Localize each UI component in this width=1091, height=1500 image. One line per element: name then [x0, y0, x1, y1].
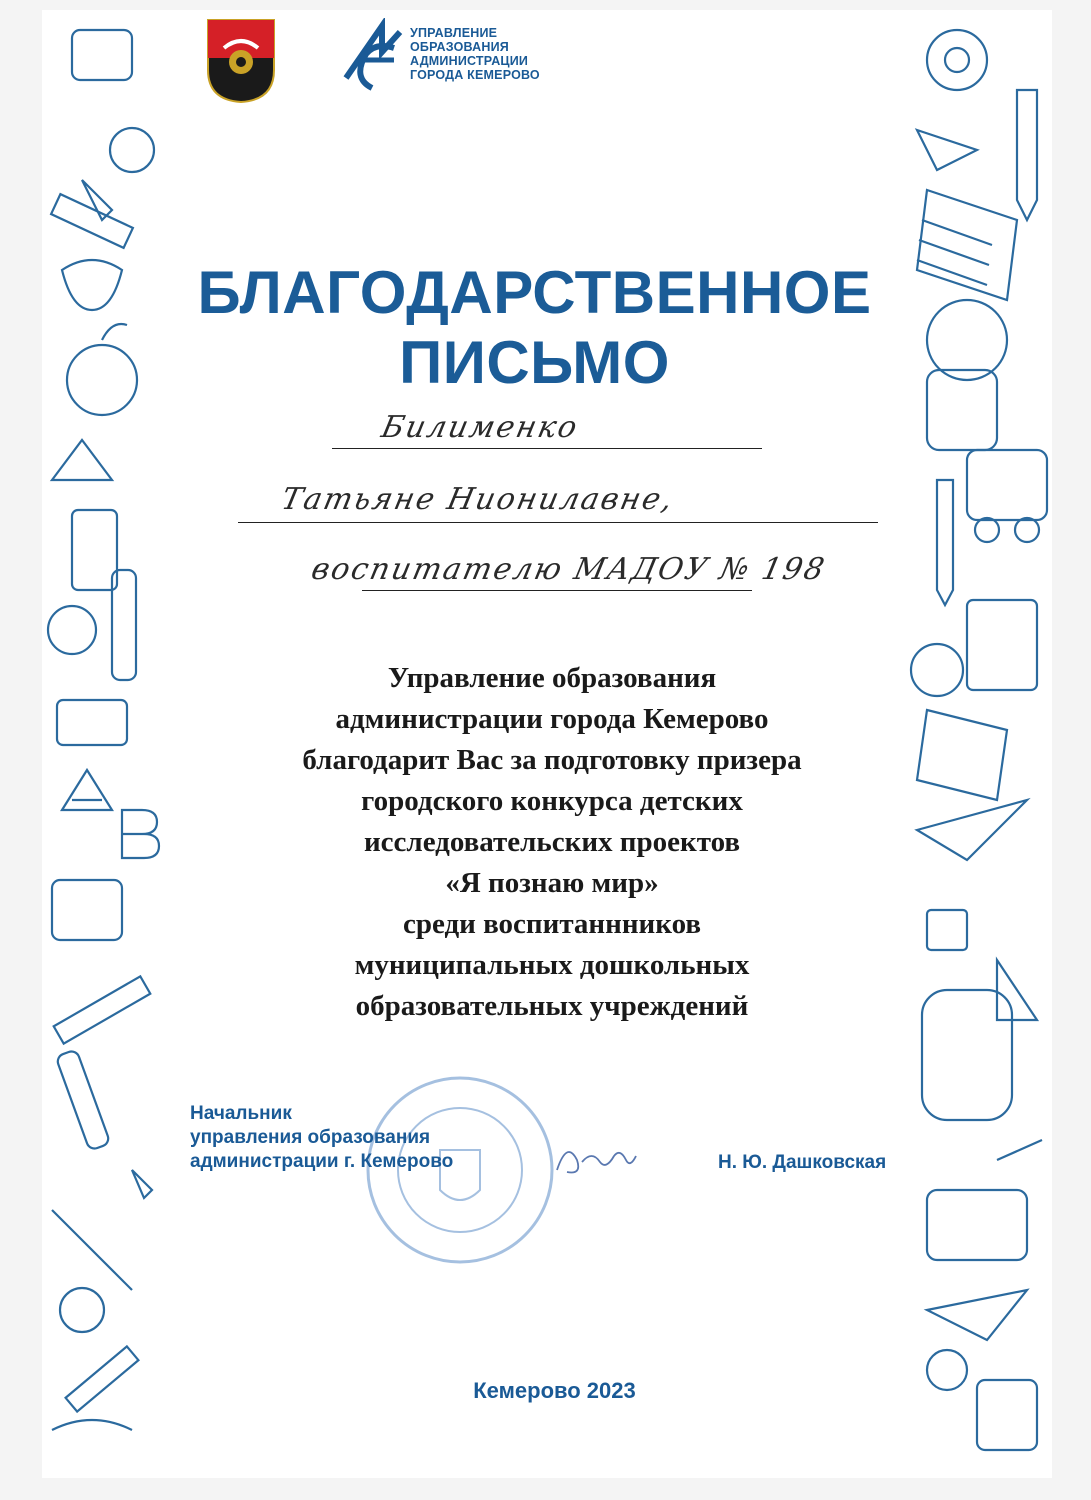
paper-icon	[917, 710, 1007, 800]
certificate-sheet	[42, 10, 1052, 1478]
globe-icon	[48, 606, 96, 654]
right-decorative-border	[907, 10, 1052, 1478]
calculator-icon-2	[57, 700, 127, 745]
apple-icon-2	[60, 1288, 104, 1332]
org-name-line-2: ОБРАЗОВАНИЯ	[410, 40, 509, 54]
signatory-title-line-1: Начальник	[190, 1103, 292, 1124]
signatory-name: Н. Ю. Дашковская	[718, 1152, 887, 1173]
org-name-line-1: УПРАВЛЕНИЕ	[410, 26, 498, 40]
body-line-8: муниципальных дошкольных	[354, 949, 750, 981]
cup-icon	[911, 644, 963, 696]
block-icon	[72, 510, 117, 590]
pin-icon	[132, 1170, 152, 1198]
body-line-4: городского конкурса детских	[361, 785, 743, 817]
recipient-surname: Билименко	[378, 410, 582, 445]
document-title	[162, 258, 907, 398]
book-icon	[52, 880, 122, 940]
place-and-year: Кемерово 2023	[473, 1378, 636, 1403]
tape-icon	[927, 30, 987, 90]
gratitude-text	[242, 658, 862, 1027]
pencil-line	[997, 1140, 1042, 1160]
leaf-icon	[62, 260, 122, 310]
calculator-icon	[72, 30, 132, 80]
handwritten-signature-icon	[552, 1140, 652, 1180]
books-icon	[927, 1190, 1027, 1260]
letter-a-icon-2	[62, 770, 112, 810]
pencil-line	[52, 1210, 132, 1290]
org-name-line-3: АДМИНИСТРАЦИИ	[410, 54, 529, 68]
pencil-icon	[1017, 90, 1037, 220]
body-line-9: образовательных учреждений	[355, 990, 749, 1022]
signatory-title	[190, 1102, 453, 1174]
paper-plane-icon-3	[927, 1290, 1027, 1340]
body-line-6: «Я познаю мир»	[445, 867, 659, 899]
recipient-name: Татьяне Нионилавне,	[278, 482, 678, 517]
notepad-icon	[967, 600, 1037, 690]
recipient-surname-line	[332, 448, 762, 449]
globe-icon	[927, 300, 1007, 380]
sticky-note-icon	[927, 910, 967, 950]
recipient-position-line	[362, 590, 752, 591]
org-name-line-4: ГОРОДА КЕМЕРОВО	[410, 68, 540, 82]
ruler-icon-3	[66, 1346, 139, 1411]
book-icon	[977, 1380, 1037, 1450]
ruler-icon-2	[54, 976, 151, 1043]
letter-b-icon	[122, 810, 159, 858]
signatory-title-line-2: управления образования	[190, 1127, 431, 1148]
body-line-2: администрации города Кемерово	[335, 703, 769, 735]
pencil-icon-2	[937, 480, 953, 605]
body-line-7: среди воспитаннников	[402, 908, 702, 940]
recipient-position: воспитателю МАДОУ № 198	[308, 552, 830, 587]
backpack-icon	[927, 370, 997, 450]
apple-icon	[67, 345, 137, 415]
left-decorative-border	[42, 10, 162, 1478]
title-line-1: БЛАГОДАРСТВЕННОЕ	[197, 259, 872, 326]
organization-name	[410, 26, 540, 82]
magnet-icon	[110, 128, 154, 172]
pushpin-icon	[82, 180, 112, 220]
body-line-3: благодарит Вас за подготовку призера	[302, 744, 802, 776]
body-line-1: Управление образования	[387, 662, 717, 694]
highlighter-icon	[56, 1049, 111, 1150]
coat-of-arms-icon	[206, 18, 276, 104]
bus-icon	[967, 450, 1047, 520]
paper-plane-icon	[917, 130, 977, 170]
triangle-ruler-icon	[997, 960, 1037, 1020]
title-line-2: ПИСЬМО	[399, 329, 670, 396]
signatory-title-line-3: администрации г. Кемерово	[190, 1151, 454, 1172]
letter-a-icon	[52, 440, 112, 480]
recipient-name-line	[238, 522, 878, 523]
paper-plane-icon-2	[917, 800, 1027, 860]
body-line-5: исследовательских проектов	[363, 826, 741, 858]
education-department-logo-icon	[342, 18, 412, 98]
backpack-icon-2	[922, 990, 1012, 1120]
